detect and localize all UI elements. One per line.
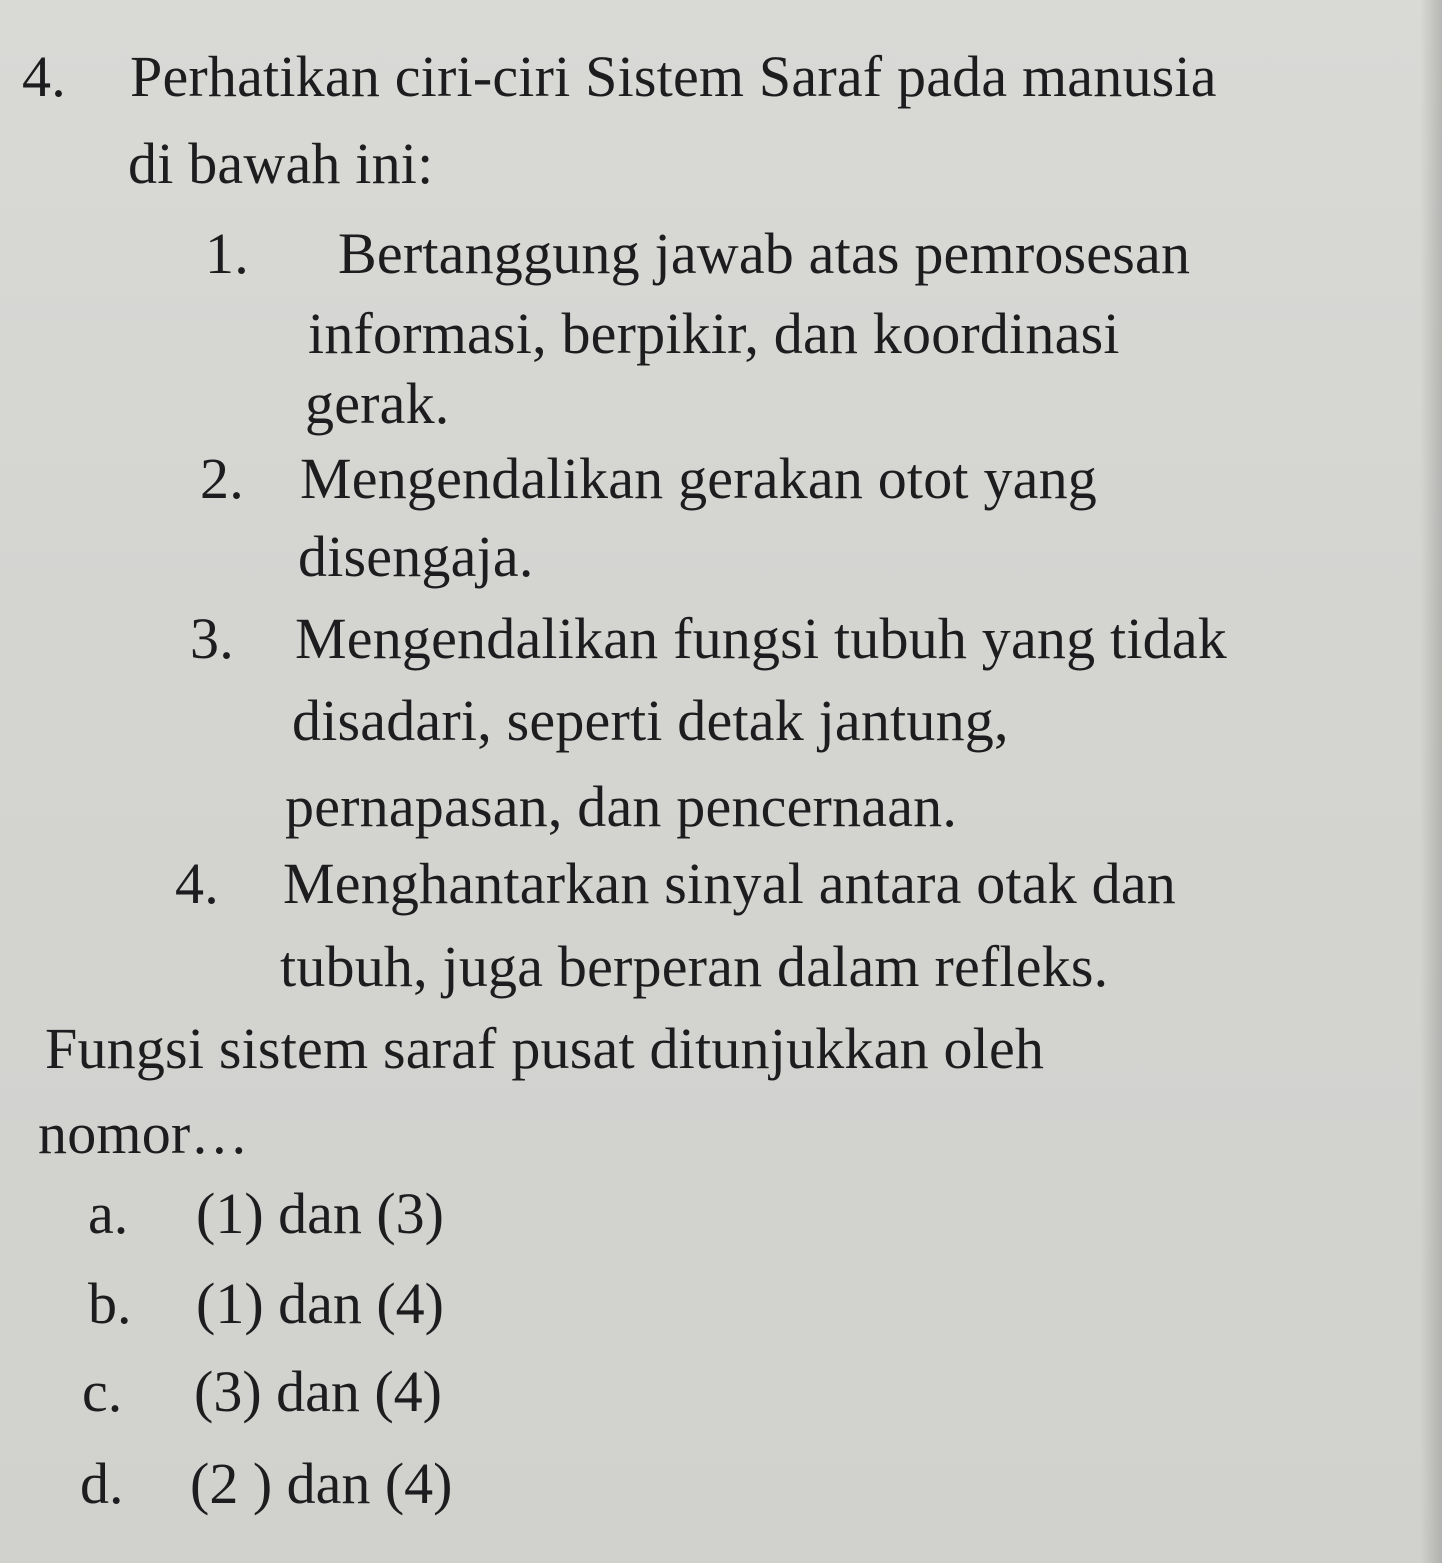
item-1-number: 1.: [205, 221, 249, 286]
item-1-line3: gerak.: [305, 371, 450, 436]
item-2-number: 2.: [200, 446, 244, 511]
item-3-text-1: Mengendalikan fungsi tubuh yang tidak: [295, 606, 1228, 671]
option-a[interactable]: [88, 1181, 445, 1246]
prompt-line1: Fungsi sistem saraf pusat ditunjukkan oleh: [45, 1016, 1045, 1081]
item-1-text-1: Bertanggung jawab atas pemrosesan: [338, 221, 1191, 286]
option-d-letter: d.: [80, 1451, 124, 1516]
option-b-text: (1) dan (4): [196, 1271, 445, 1336]
item-4-text-1: Menghantarkan sinyal antara otak dan: [283, 851, 1176, 916]
item-2-line1: [200, 446, 1097, 511]
option-c-letter: c.: [82, 1359, 123, 1424]
item-4-number: 4.: [175, 851, 219, 916]
option-a-letter: a.: [88, 1181, 129, 1246]
item-3-line2: disadari, seperti detak jantung,: [292, 688, 1009, 753]
item-1-line1: [205, 221, 1191, 286]
option-b-letter: b.: [88, 1271, 132, 1336]
question-stem-text-1: Perhatikan ciri-ciri Sistem Saraf pada manusia: [130, 44, 1217, 109]
item-1-line2: informasi, berpikir, dan koordinasi: [308, 301, 1120, 366]
page-edge-shadow: [1420, 0, 1442, 1563]
item-2-line2: disengaja.: [298, 524, 534, 589]
option-d-text: (2 ) dan (4): [190, 1451, 453, 1516]
item-2-text-1: Mengendalikan gerakan otot yang: [300, 446, 1097, 511]
item-3-line3: pernapasan, dan pencernaan.: [285, 774, 958, 839]
item-4-line1: [175, 851, 1176, 916]
item-3-line1: [190, 606, 1228, 671]
question-number: 4.: [22, 44, 66, 109]
option-a-text: (1) dan (3): [196, 1181, 445, 1246]
option-b[interactable]: [88, 1271, 445, 1336]
option-c[interactable]: [82, 1359, 443, 1424]
question-stem-line2: di bawah ini:: [128, 131, 434, 196]
item-4-line2: tubuh, juga berperan dalam refleks.: [280, 934, 1109, 999]
item-3-number: 3.: [190, 606, 234, 671]
option-c-text: (3) dan (4): [194, 1359, 443, 1424]
question-stem-line1: [22, 44, 1217, 109]
prompt-line2: nomor…: [38, 1101, 249, 1166]
option-d[interactable]: [80, 1451, 453, 1516]
